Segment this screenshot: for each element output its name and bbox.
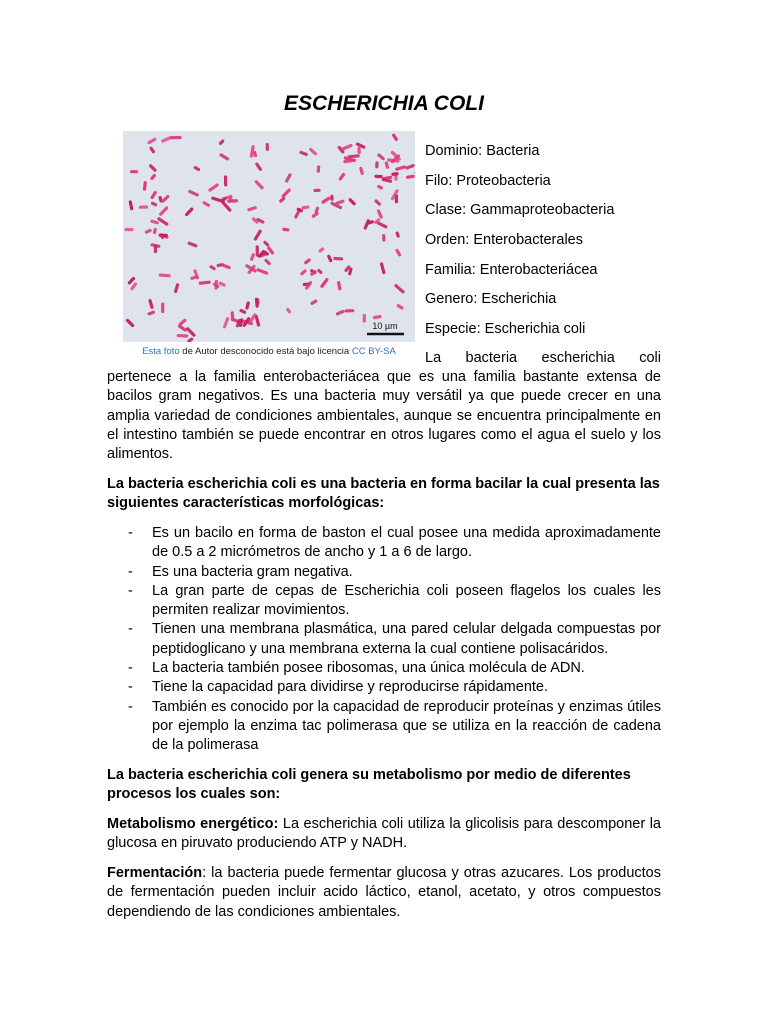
intro-paragraph: pertenece a la familia enterobacteriácea que es una familia bastante extensa de bacilos gram negativos. Es una bacteria muy versátil ya que puede crecer en una amplia variedad de condiciones ambientales, aunque se encuentra principalmente en el intestino también se puede encontrar en otros lugares como el agua el suelo y los alimentos. (107, 369, 661, 463)
taxonomy-genus: Genero: Escherichia (425, 291, 557, 308)
energy-text: La escherichia coli utiliza la glicolisis para descomponer la glucosa en piruvato produciendo ATP y NADH. (107, 816, 661, 852)
scale-label: 10 µm (372, 321, 398, 331)
list-item (107, 659, 661, 678)
bacterium (330, 195, 333, 201)
taxonomy-family: Familia: Enterobacteriácea (425, 261, 598, 278)
bacterium (124, 228, 133, 231)
bacterium (357, 147, 361, 154)
bacterium (224, 175, 227, 186)
taxonomy-domain: Dominio: Bacteria (425, 143, 540, 159)
metabolism-heading: La bacteria escherichia coli genera su metabolismo por medio de diferentes procesos los cuales son: (107, 767, 631, 803)
bacterium (161, 303, 164, 314)
taxonomy-list (425, 142, 614, 350)
bacterium (382, 234, 386, 242)
list-item-text: La gran parte de cepas de Escherichia coli poseen flagelos los cuales les permiten realizar movimientos. (152, 582, 661, 619)
bullet-dash: - (128, 621, 133, 638)
list-item-text: La bacteria también posee ribosomas, una única molécula de ADN. (152, 660, 585, 677)
intro-first-line: La bacteria escherichia coli (425, 350, 661, 366)
figure-caption (107, 346, 431, 357)
taxonomy-order: Orden: Enterobacterales (425, 232, 583, 249)
bullet-dash: - (128, 582, 133, 599)
caption-photo-link[interactable]: Esta foto (142, 346, 180, 357)
taxonomy-phylum: Filo: Proteobacteria (425, 172, 551, 189)
bacterium (375, 161, 378, 168)
taxonomy-class: Clase: Gammaproteobacteria (425, 202, 615, 219)
bullet-dash: - (128, 660, 133, 677)
document-title: ESCHERICHIA COLI (284, 92, 484, 115)
caption-text: de Autor desconocido está bajo licencia (179, 346, 352, 357)
micrograph-image (123, 131, 415, 342)
list-item (107, 563, 661, 582)
list-item-text: Tiene la capacidad para dividirse y reproducirse rápidamente. (152, 679, 549, 696)
list-item-text: Es un bacilo en forma de baston el cual posee una medida aproximadamente de 0.5 a 2 micrómetros de ancho y 1 a 6 de largo. (152, 525, 661, 561)
bacterium (177, 334, 189, 338)
list-item (107, 524, 661, 563)
list-item-text: Tienen una membrana plasmática, una pared celular delgada compuestas por peptidoglicano y una membrana externa la cual contiene polisacáridos. (152, 621, 661, 657)
bullet-dash: - (128, 563, 133, 580)
list-item (107, 698, 661, 756)
bullet-dash: - (128, 679, 133, 696)
morphology-list (107, 524, 661, 756)
list-item-text: Es una bacteria gram negativa. (152, 563, 353, 580)
bacterium (363, 314, 366, 323)
bacteria-micrograph (123, 131, 415, 342)
energy-metabolism-paragraph (107, 815, 661, 854)
energy-label: Metabolismo energético: (107, 816, 279, 832)
bacterium (313, 189, 320, 193)
bacterium (139, 205, 148, 209)
taxonomy-species: Especie: Escherichia coli (425, 321, 586, 338)
bacterium (344, 309, 354, 313)
list-item (107, 620, 661, 659)
morphology-heading: La bacteria escherichia coli es una bacteria en forma bacilar la cual presenta las siguientes características morfológicas: (107, 476, 660, 512)
bullet-dash: - (128, 525, 133, 541)
bacterium (130, 170, 138, 173)
bacterium (374, 175, 383, 179)
bacterium (266, 143, 269, 151)
fermentation-text: : la bacteria puede fermentar glucosa y otras azucares. Los productos de fermentación pueden incluir acido láctico, etanol, acetato, y otros compuestos dependiendo de las condiciones ambientales. (107, 865, 661, 920)
bullet-dash: - (128, 698, 133, 715)
fermentation-label: Fermentación (107, 865, 203, 881)
list-item (107, 678, 661, 697)
list-item-text: También es conocido por la capacidad de reproducir proteínas y enzimas útiles por ejemplo la enzima tac polimerasa que se utiliza en la reacción de cadena de la polimerasa (152, 698, 661, 754)
fermentation-paragraph (107, 864, 661, 922)
list-item (107, 582, 661, 621)
bacterium (256, 298, 259, 305)
caption-license-link[interactable]: CC BY-SA (351, 346, 396, 357)
